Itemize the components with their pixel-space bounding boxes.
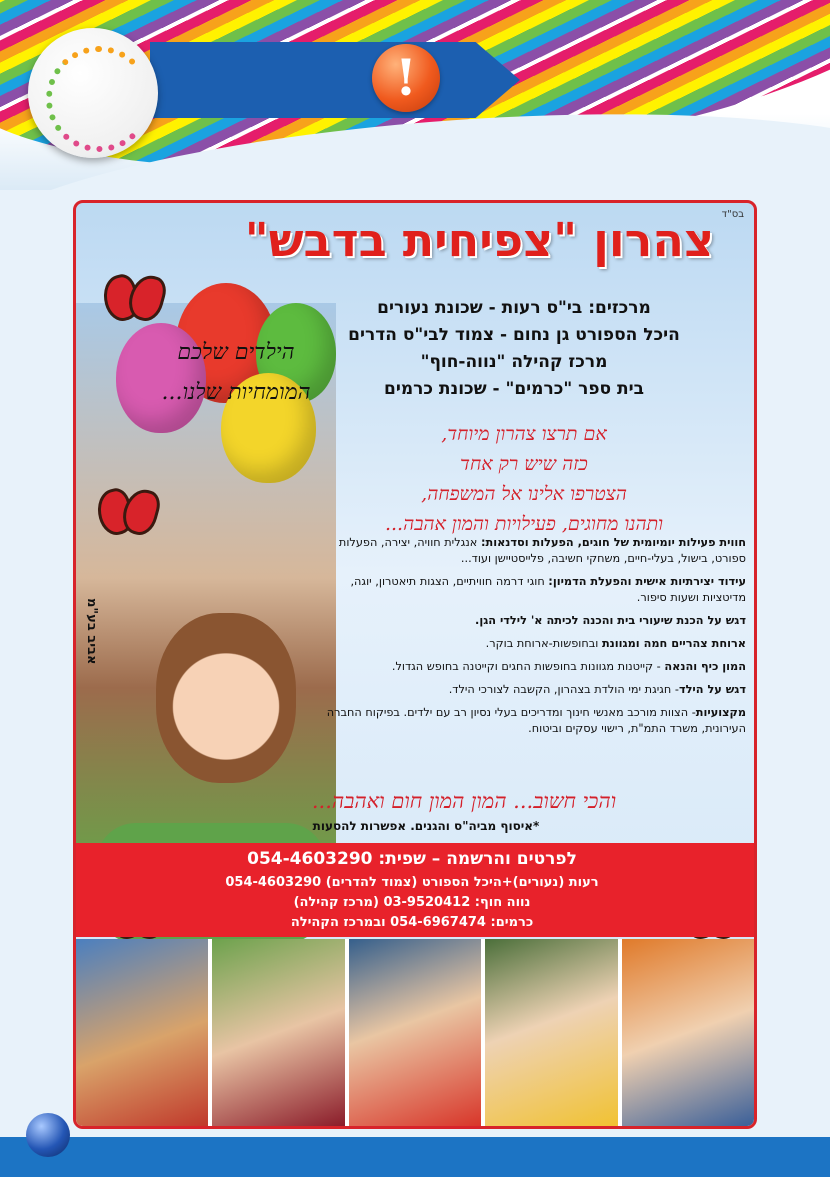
transport-note: *איסוף מביה"ס והגנים. אפשרות להסעות [312, 819, 540, 833]
photo-boy-balloon [349, 939, 481, 1126]
contact-line: כרמים: 054-6967474 ובמרכז הקהילה [290, 915, 534, 930]
feature-item: ארוחת צהריים חמה ומגוונת ובחופשות-ארוחת בוקר. [485, 637, 746, 650]
center-item: מרכז קהילה "נווה-חוף" [420, 352, 608, 372]
butterfly-icon [104, 275, 164, 319]
photo-kids-group [212, 939, 344, 1126]
page-title: צהרון "צפיחית בדבש" [244, 213, 714, 267]
feature-item: דגש על הכנת שיעורי בית והכנה לכיתה א' לילדי הגן. [475, 614, 746, 627]
footer-bar [0, 1137, 830, 1177]
contact-box [76, 843, 754, 937]
center-item: מרכזים: בי"ס רעות - שכונת נעורים [377, 298, 651, 318]
centers-list [304, 295, 724, 403]
closing-slogan: והכי חשוב... המון המון חום ואהבה... [311, 789, 617, 813]
feature-item: מקצועיות- הצוות מורכב מאנשי חינוך ומדריכים בעלי נסיון רב עם ילדים. בפיקוח החברה העירונית, משרד התמ"ת, רישוי עסקים וביטוח. [326, 706, 746, 735]
photo-boy-toy [485, 939, 617, 1126]
photo-strip [76, 939, 754, 1126]
center-item: בית ספר "כרמים" - שכונת כרמים [383, 379, 644, 399]
feature-item: המון כיף והנאה - קייטנות מגוונות בחופשות החגים וקייטנה בחופש הגדול. [391, 660, 746, 673]
poster [73, 200, 757, 1129]
feature-item: עידוד יצירתיות אישית והפעלת הדמיון: חוגי דרמה חוויתיים, הצגות תיאטרון, יוגה, מדיטציות ושעות סיפור. [350, 575, 746, 604]
exclamation-icon: ! [372, 44, 440, 112]
contact-main: לפרטים והרשמה – שפית: 054-4603290 [247, 849, 577, 869]
contact-line: רעות (נעורים)+היכל הספורט (צמוד להדרים) 054-4603290 [225, 875, 599, 890]
photo-kids-table [76, 939, 208, 1126]
butterfly-icon [98, 489, 158, 533]
bsd-label: בס"ד [721, 209, 744, 220]
features-list [316, 535, 746, 744]
feature-item: חווית פעילות יומיומית של חוגים, הפעלות וסדנאות: אנגלית חוויה, יצירה, הפעלות ספורט, בישול, בעלי-חיים, משחקי חשיבה, פלייסטיישן ועוד... [338, 536, 746, 565]
slogan: אם תרצו צהרון מיוחד, כזה שיש רק אחד הצטרפו אלינו אל המשפחה, ותהנו מחוגים, פעילויות והמון אהבה... [384, 423, 664, 535]
photo-kids-smiling [622, 939, 754, 1126]
photo-credit: אביב בע"מ [84, 598, 99, 665]
footer-ball-icon [26, 1113, 70, 1157]
center-item: היכל הספורט גן נחום - צמוד לבי"ס הדרים [348, 325, 680, 345]
logo-circle [28, 28, 158, 158]
girl-face [156, 613, 296, 783]
header-arrow-banner [150, 42, 520, 118]
left-slogan: הילדים שלכם המומחיות שלנו... [161, 340, 311, 405]
feature-item: דגש על הילד- חגיגת ימי הולדת בצהרון, הקשבה לצורכי הילד. [448, 683, 746, 696]
contact-line: נווה חוף: 03-9520412 (מרכז קהילה) [293, 895, 531, 910]
dots-ring-icon [46, 46, 152, 152]
